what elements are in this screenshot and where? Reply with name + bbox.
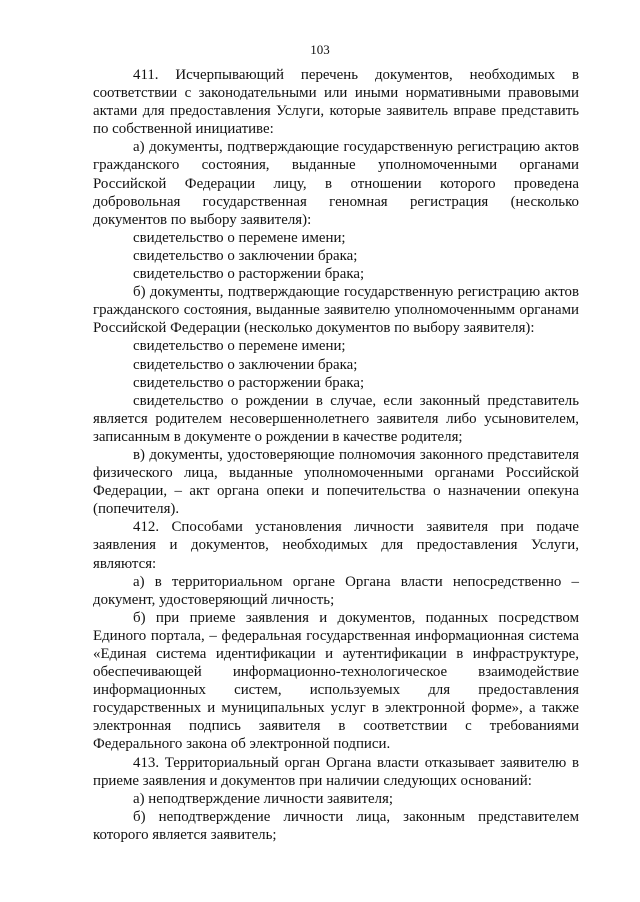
paragraph-413-a: а) неподтверждение личности заявителя; bbox=[133, 790, 394, 807]
page-number: 103 bbox=[310, 42, 330, 57]
paragraph-411-v: в) документы, удостоверяющие полномочия законного представителя физического лица, выданные уполномоченными органами Российской Федерации, – акт органа опеки и попечительства о назначении опекуна (попечителя). bbox=[93, 446, 579, 518]
document-body bbox=[93, 66, 579, 844]
list-item-divorce: свидетельство о расторжении брака; bbox=[133, 374, 365, 391]
paragraph-411-a: а) документы, подтверждающие государственную регистрацию актов гражданского состояния, выданные уполномоченными органами Российской Федерации лицу, в отношении которого проведена добровольная государственная геномная регистрация (несколько документов по выбору заявителя): bbox=[93, 139, 579, 228]
paragraph-412-b: б) при приеме заявления и документов, поданных посредством Единого портала, – федеральная государственная информационная система «Единая система идентификации и аутентификации в инфраструктуре, обеспечивающей информационно-технологическое взаимодействие информационных систем, используемых для предоставления государственных и муниципальных услуг в электронной форме», а также электронная подпись заявителя в соответствии с требованиями Федерального закона об электронной подписи. bbox=[93, 609, 579, 753]
paragraph-412: 412. Способами установления личности заявителя при подаче заявления и документов, необходимых для предоставления Услуги, являются: bbox=[93, 519, 579, 572]
list-item-marriage: свидетельство о заключении брака; bbox=[133, 356, 358, 373]
list-item-name-change: свидетельство о перемене имени; bbox=[133, 338, 346, 355]
list-item-birth-certificate: свидетельство о рождении в случае, если законный представитель является родителем несовершеннолетнего заявителя либо усыновителем, записанным в документе о рождении в качестве родителя; bbox=[93, 392, 579, 445]
list-item-name-change: свидетельство о перемене имени; bbox=[133, 229, 346, 246]
paragraph-412-a: а) в территориальном органе Органа власти непосредственно – документ, удостоверяющий личность; bbox=[93, 573, 579, 608]
list-item-marriage: свидетельство о заключении брака; bbox=[133, 247, 358, 264]
paragraph-411: 411. Исчерпывающий перечень документов, необходимых в соответствии с законодательными или иными нормативными правовыми актами для предоставления Услуги, которые заявитель вправе представить по собственной инициативе: bbox=[93, 67, 579, 138]
paragraph-411-b: б) документы, подтверждающие государственную регистрацию актов гражданского состояния, выданные заявителю уполномоченнымм органами Российской Федерации (несколько документов по выбору заявителя): bbox=[93, 284, 579, 337]
paragraph-413-b: б) неподтверждение личности лица, законным представителем которого является заявитель; bbox=[93, 808, 579, 843]
paragraph-413: 413. Территориальный орган Органа власти отказывает заявителю в приеме заявления и документов при наличии следующих оснований: bbox=[93, 754, 579, 789]
list-item-divorce: свидетельство о расторжении брака; bbox=[133, 266, 365, 283]
